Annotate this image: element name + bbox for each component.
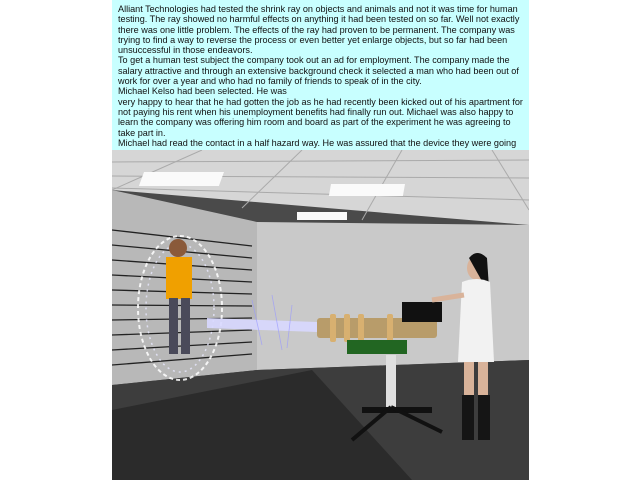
ceiling-light-icon: [297, 212, 347, 220]
caption-paragraph-2: To get a human test subject the company took out an ad for employment. The company made the salary attractive and through an extensive background check it selected a man who had been out of work for over a year and who had no family of friends to speak of in the city.: [118, 55, 519, 87]
caption-paragraph-3: Michael Kelso had been selected. He was very happy to hear that he had gotten the job as he had recently been kicked out of his apartment for not paying his rent when his unemployment benefits had finally run out. Michael was also happy to learn the company was offering him room and board as part of the experiment he was agreeing to take part in.: [118, 86, 523, 138]
caption-paragraph-1: Alliant Technologies had tested the shrink ray on objects and animals and not it was time for human testing. The ray showed no harmful effects on anything it had been tested on so far. Well not exactly there was one little problem. The effects of the ray had proven to be permanent. The company was trying to find a way to reverse the process or even better yet enlarge objects, but so far had been unsuccessful in those endeavors.: [118, 4, 520, 56]
lab-scene-illustration: [112, 150, 529, 480]
lab-scene-svg: [112, 150, 529, 480]
ceiling-light-icon: [139, 172, 224, 186]
ceiling-light-icon: [329, 184, 405, 196]
caption-paragraph-4: Michael had read the contact in a half hazard way. He was assured that the device they were going: [118, 137, 517, 148]
story-caption: [112, 0, 529, 150]
